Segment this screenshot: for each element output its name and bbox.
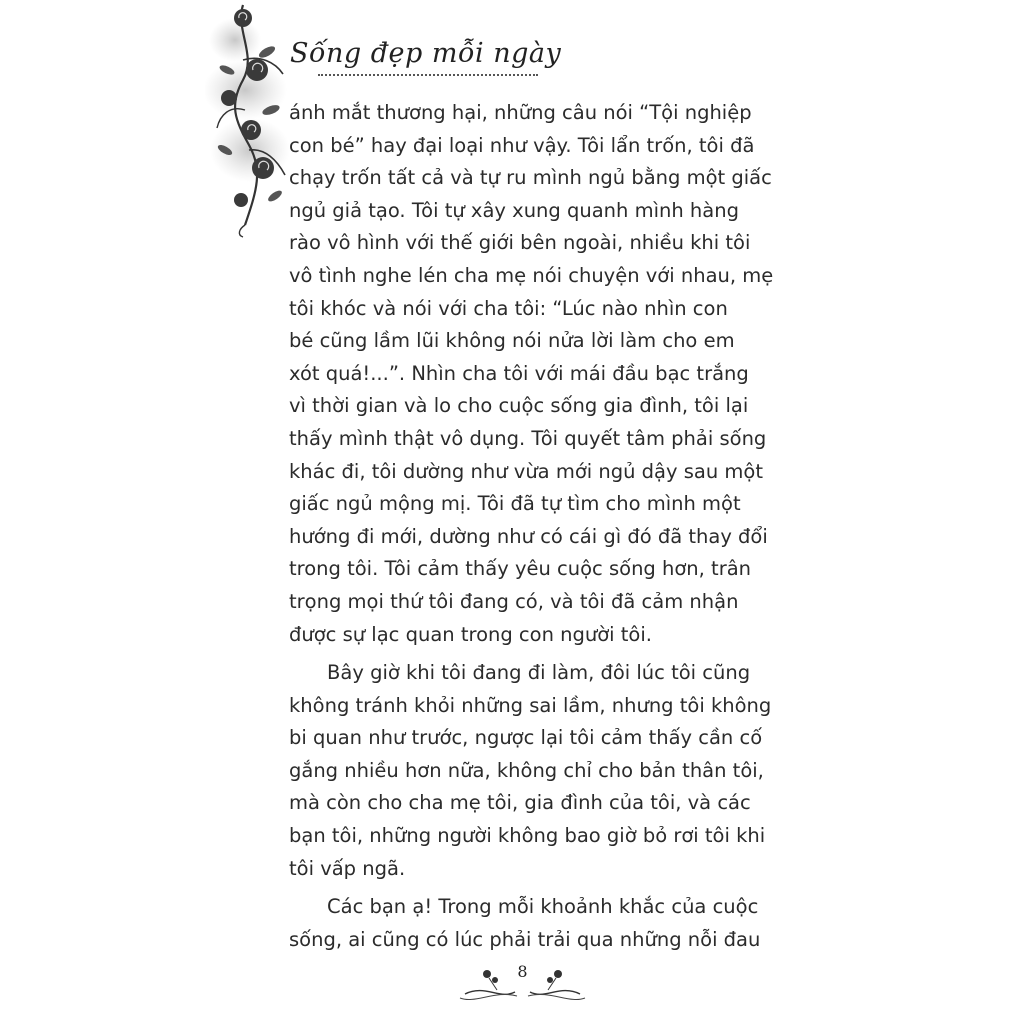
text-line: tôi vấp ngã. <box>289 856 406 880</box>
text-line: con bé” hay đại loại như vậy. Tôi lẩn trốn, tôi đã <box>289 133 755 157</box>
text-line: bé cũng lầm lũi không nói nửa lời làm cho em <box>289 329 735 353</box>
header-dotted-rule <box>318 74 538 76</box>
rose-vine-icon <box>205 0 295 240</box>
text-line: thấy mình thật vô dụng. Tôi quyết tâm phải sống <box>289 426 767 450</box>
page-footer <box>455 960 590 1008</box>
text-line: trong tôi. Tôi cảm thấy yêu cuộc sống hơn, trân <box>289 557 752 581</box>
running-header <box>288 36 562 82</box>
text-line: ánh mắt thương hại, những câu nói “Tội nghiệp <box>289 101 752 124</box>
page-number: 8 <box>517 962 528 981</box>
text-line: không tránh khỏi những sai lầm, nhưng tôi không <box>289 693 772 717</box>
text-line: khác đi, tôi dường như vừa mới ngủ dậy sau một <box>289 459 763 483</box>
text-line: ngủ giả tạo. Tôi tự xây xung quanh mình hàng <box>289 198 739 222</box>
text-line: tôi khóc và nói với cha tôi: “Lúc nào nhìn con <box>289 296 728 320</box>
text-line: bạn tôi, những người không bao giờ bỏ rơi tôi khi <box>289 824 766 848</box>
text-line: xót quá!...”. Nhìn cha tôi với mái đầu bạc trắng <box>289 361 749 385</box>
text-line: Các bạn ạ! Trong mỗi khoảnh khắc của cuộc <box>327 895 759 919</box>
text-line: hướng đi mới, dường như có cái gì đó đã thay đổi <box>289 524 768 548</box>
text-line: được sự lạc quan trong con người tôi. <box>289 622 652 646</box>
text-line: vô tình nghe lén cha mẹ nói chuyện với nhau, mẹ <box>289 263 774 287</box>
paragraph-2 <box>289 657 779 885</box>
text-line: trọng mọi thứ tôi đang có, và tôi đã cảm nhận <box>289 589 739 613</box>
text-line: gắng nhiều hơn nữa, không chỉ cho bản thân tôi, <box>289 758 764 782</box>
paragraph-3 <box>289 891 779 956</box>
body-text <box>289 97 779 956</box>
paragraph-1 <box>289 97 779 651</box>
text-line: bi quan như trước, ngược lại tôi cảm thấy cần cố <box>289 726 763 750</box>
text-line: Bây giờ khi tôi đang đi làm, đôi lúc tôi cũng <box>327 661 751 685</box>
text-line: sống, ai cũng có lúc phải trải qua những nỗi đau <box>289 927 761 951</box>
text-line: mà còn cho cha mẹ tôi, gia đình của tôi, và các <box>289 791 751 815</box>
text-line: vì thời gian và lo cho cuộc sống gia đình, tôi lại <box>289 394 749 418</box>
header-title: Sống đẹp mỗi ngày <box>290 38 562 69</box>
text-line: rào vô hình với thế giới bên ngoài, nhiều khi tôi <box>289 231 751 255</box>
text-line: chạy trốn tất cả và tự ru mình ngủ bằng một giấc <box>289 166 772 190</box>
text-line: giấc ngủ mộng mị. Tôi đã tự tìm cho mình một <box>289 492 741 516</box>
